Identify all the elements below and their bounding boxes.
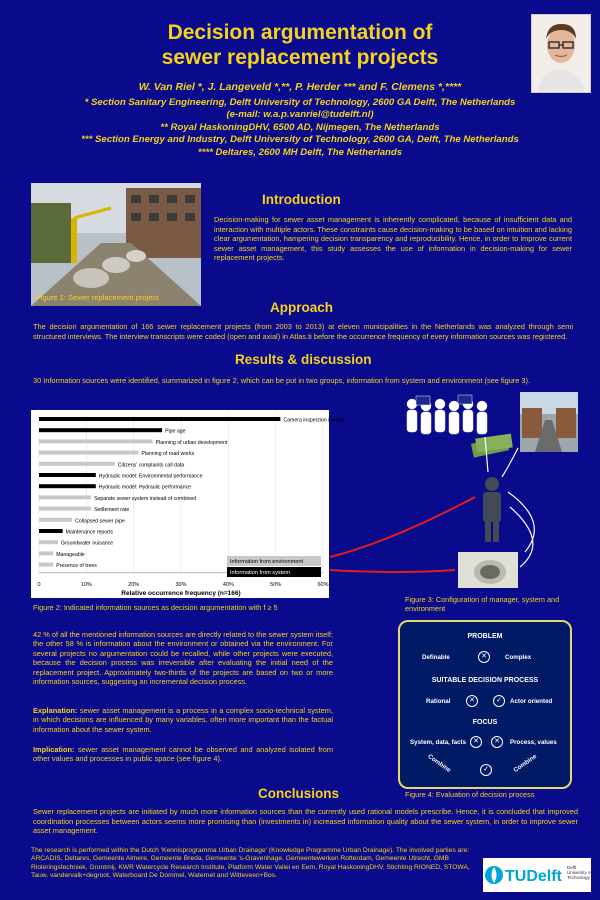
- bar-label: Collapsed sewer pipe: [75, 518, 125, 525]
- approach-text: The decision argumentation of 166 sewer replacement projects (from 2003 to 2013) at eleven municipalities in the Netherlands was analyzed through semi structured interviews. The interview transcripts were coded (open and axial) in Atlas.ti before the occurrence frequency of every information sources was registered.: [33, 322, 573, 341]
- money-icon: [471, 434, 513, 458]
- eval-actor-oriented: Actor oriented: [510, 698, 553, 705]
- logo-text: TUDelft: [505, 868, 562, 885]
- figure-3-caption: Figure 3: Configuration of manager, system and environment: [405, 595, 560, 613]
- funding-footnote: The research is performed within the Dutch 'Kennisprogramma Urban Drainage' (Knowledge Programme Urban Drainage). The involved parties are: ARCADIS, Deltares, Gemeente Almere, Gemeente Breda, Gemeente 's-Gravenhage, Gemeentewerken Rotterdam, Gemeente Utrecht, GMB Rioleringstechniek, Grontmij, KWR Watercycle Research Institute, Platform Water Vallei en Eem, Royal HaskoningDHV, Stichting RIONED, STOWA, Tauw, vandervalk+degroot, Waterboard De Dommel, Waternet and Witteveen+Bos.: [31, 847, 470, 880]
- bar-label: Camera inspection images: [283, 417, 345, 424]
- circle-check-icon: ✓: [480, 764, 492, 776]
- explanation-body: sewer asset management is a process in a complex socio-technical system, in which decisions are influenced by many variables, often more important than the factual information about the sewer system.: [33, 706, 333, 734]
- introduction-text: Decision-making for sewer asset management is inherently complicated, because of insufficient data and interaction with multiple actors. These constraints cause decision-making to be based on intuition and lacking clear argumentation, hampering decision transparency and reproducibility. Hence, in order to improve current sewer asset management, this study assesses the use of information in decision-making for sewer replacement projects.: [214, 215, 572, 263]
- introduction-heading: Introduction: [262, 192, 341, 207]
- figure-2-caption: Figure 2: Indicated information sources as decision argumentation with f ≥ 5: [33, 603, 278, 612]
- x-tick-label: 30%: [175, 582, 187, 588]
- explanation-text: [33, 706, 333, 734]
- x-tick-label: 40%: [222, 582, 234, 588]
- bar: [39, 518, 72, 522]
- bar-label: Hydraulic model: Hydraulic performance: [98, 484, 192, 491]
- implication-label: Implication:: [33, 745, 75, 754]
- affiliation-3: *** Section Energy and Industry, Delft University of Technology, 2600 GA, Delft, The Netherlands: [81, 134, 519, 146]
- figure-1-caption: Figure 1: Sewer replacement project: [36, 293, 159, 302]
- poster-title: [0, 20, 600, 70]
- street-photo: [520, 392, 578, 452]
- affiliation-2: ** Royal HaskoningDHV, 6500 AD, Nijmegen, The Netherlands: [160, 121, 440, 133]
- eval-combine-left: Combine: [426, 753, 453, 774]
- bar: [39, 428, 162, 432]
- svg-text:Technology: Technology: [567, 875, 590, 880]
- x-tick-label: 10%: [80, 582, 92, 588]
- crowd-icon: [407, 395, 487, 434]
- affiliation-email: (e-mail: w.a.p.vanriel@tudelft.nl): [226, 109, 374, 121]
- circle-check-icon: ✓: [493, 695, 505, 707]
- legend-label: Information from environment: [230, 559, 304, 565]
- eval-combine-right: Combine: [512, 753, 539, 774]
- svg-text:Delft: Delft: [567, 865, 577, 870]
- eval-definable: Definable: [422, 654, 450, 661]
- bar-chart-svg: [31, 410, 345, 598]
- bar-label: Hydraulic model: Environmental performance: [98, 473, 203, 480]
- bar: [39, 551, 53, 555]
- bar: [39, 451, 138, 455]
- eval-system-facts: System, data, facts: [410, 739, 467, 746]
- svg-text:University of: University of: [567, 870, 592, 875]
- figure-4-evaluation: [398, 620, 572, 789]
- tudelft-logo: [483, 858, 591, 892]
- figure-4-caption: Figure 4: Evaluation of decision process: [405, 790, 535, 799]
- bar: [39, 507, 91, 511]
- bar-label: Presence of trees: [56, 563, 97, 570]
- eval-problem-heading: PROBLEM: [467, 633, 503, 640]
- eval-process-heading: SUITABLE DECISION PROCESS: [431, 677, 539, 684]
- circle-x-icon: ✕: [470, 736, 482, 748]
- authors: W. Van Riel *, J. Langeveld *,**, P. Herder *** and F. Clemens *,****: [138, 81, 462, 93]
- bar-label: Groundwater nuisance: [60, 540, 114, 547]
- results-intro: 30 Information sources were identified, summarized in figure 2, which can be put in two groups, information from system and environment (see figure 3).: [33, 376, 531, 385]
- pipe-icon: [458, 552, 518, 588]
- eval-complex: Complex: [505, 654, 532, 661]
- bar-label: Separate sewer system instead of combined: [94, 495, 197, 502]
- manager-icon: [483, 477, 501, 542]
- implication-body: sewer asset management cannot be observed and analyzed isolated from other values and processes in public space (see figure 4).: [33, 745, 333, 764]
- title-line-1: Decision argumentation of: [167, 21, 433, 44]
- bar: [39, 473, 96, 477]
- bar-label: Maintenance reports: [65, 529, 113, 536]
- eval-rational: Rational: [426, 698, 451, 705]
- sewer-replacement-photo: [31, 183, 201, 306]
- circle-x-icon: ✕: [466, 695, 478, 707]
- explanation-label: Explanation:: [33, 706, 78, 715]
- legend-label: Information from system: [230, 570, 290, 576]
- bar: [39, 462, 115, 466]
- conclusions-heading: Conclusions: [258, 786, 340, 801]
- results-heading: Results & discussion: [235, 352, 372, 367]
- x-tick-label: 0: [37, 582, 41, 588]
- affiliation-4: **** Deltares, 2600 MH Delft, The Netherlands: [197, 146, 403, 158]
- eval-process-values: Process, values: [510, 739, 557, 746]
- bar: [39, 540, 58, 544]
- bar-label: Planning of urban development: [155, 439, 228, 446]
- x-tick-label: 20%: [128, 582, 140, 588]
- implication-text: [33, 745, 333, 764]
- bar-label: Manageable: [56, 551, 85, 558]
- results-paragraph: 42 % of all the mentioned information sources are directly related to the sewer system itself; the other 58 % is information about the environment or obtained via the environment. For several projects no argumentation could be recalled, while other projects were executed, because the decision process was irreversible after evaluating the initial need of the replacement project. Approximately two-thirds of the projects are based on two or more information sources, suggesting an incremental decision process.: [33, 630, 333, 687]
- bar-label: Pipe age: [165, 428, 186, 435]
- eval-focus-heading: FOCUS: [472, 719, 498, 726]
- bar: [39, 439, 153, 443]
- bar-label: Settlement rate: [94, 507, 130, 514]
- circle-x-icon: ✕: [491, 736, 503, 748]
- figure-3-illustration: [330, 392, 580, 592]
- x-tick-label: 50%: [270, 582, 282, 588]
- bar: [39, 484, 96, 488]
- x-tick-label: 60%: [317, 582, 329, 588]
- title-line-2: sewer replacement projects: [161, 46, 439, 69]
- bar-label: Planning of road works: [141, 451, 195, 458]
- affiliations: [0, 97, 600, 159]
- circle-x-icon: ✕: [478, 651, 490, 663]
- figure-2-chart: [31, 410, 345, 598]
- bar: [39, 563, 53, 567]
- affiliation-1: * Section Sanitary Engineering, Delft University of Technology, 2600 GA Delft, The Netherlands: [84, 97, 516, 108]
- author-portrait: [531, 14, 591, 93]
- conclusions-text: Sewer replacement projects are initiated by much more information sources than the currently used rational models prescribe. Hence, it is concluded that improved coordination processes between actors seems more promising than (investments in) increased information quality about the sewer system, in order to improve sewer asset management.: [33, 807, 578, 836]
- bar: [39, 529, 63, 533]
- bar: [39, 417, 280, 421]
- approach-heading: Approach: [270, 300, 334, 315]
- bar: [39, 495, 91, 499]
- bar-label: Citizens' complaints call data: [117, 462, 185, 469]
- x-axis-title: Relative occurrence frequency (n=166): [121, 590, 241, 597]
